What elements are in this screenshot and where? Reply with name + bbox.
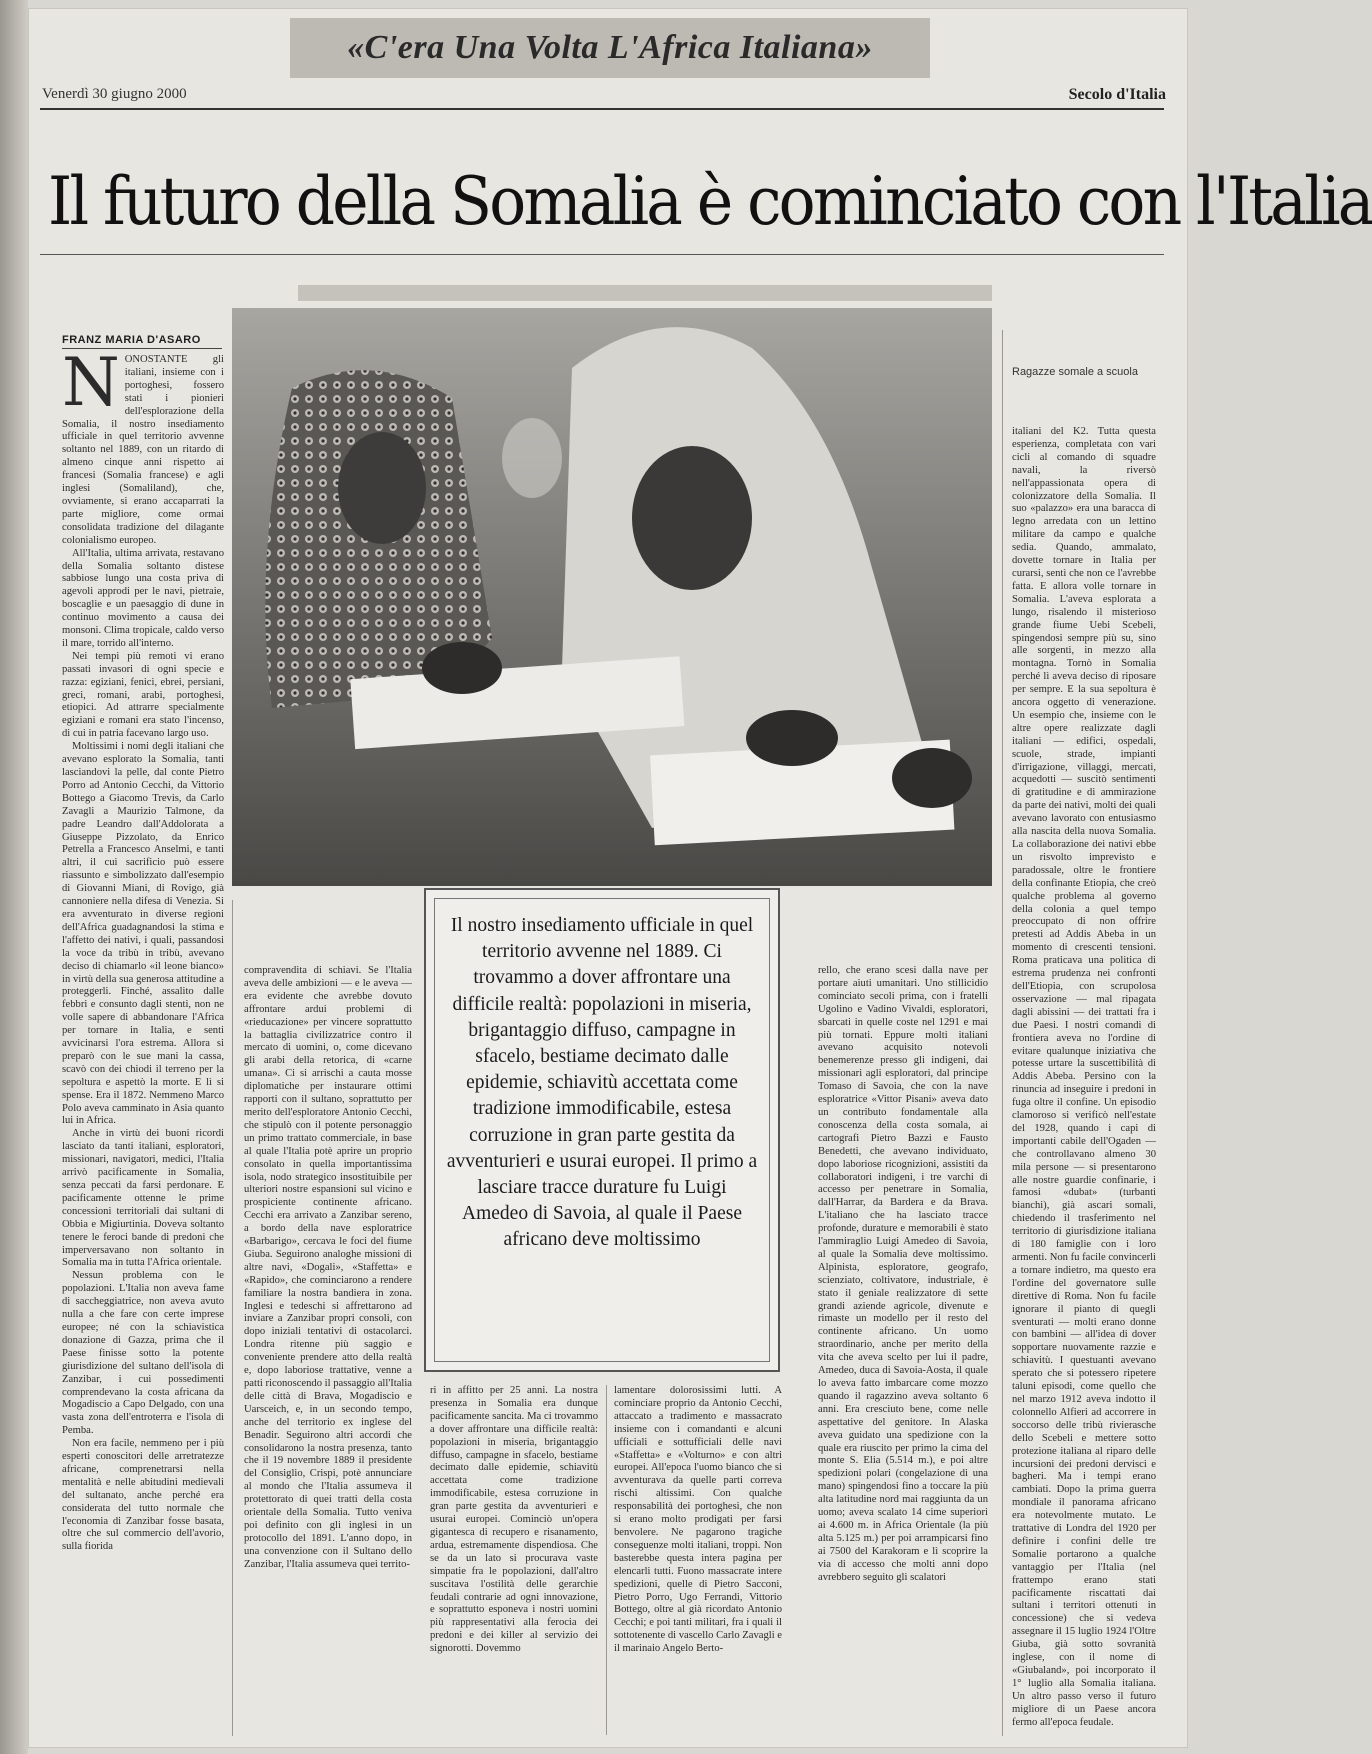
- paragraph: All'Italia, ultima arrivata, restavano della Somalia soltanto distese sabbiose lungo una costa priva di agevoli approdi per le navi, pietraie, boscaglie e un paesaggio di dune in continuo movimento a causa dei monsoni. Clima tropicale, caldo verso il mare, torrido all'interno.: [62, 547, 224, 649]
- photo-top-band: [298, 285, 992, 301]
- drop-cap: N: [62, 344, 120, 421]
- column-rule: [232, 900, 233, 1736]
- article-column-2: [244, 965, 412, 1735]
- paragraph: Nei tempi più remoti vi erano passati invasori di ogni specie e razza: egiziani, fenici, ebrei, persiani, greci, romani, arabi, portoghesi, etiopici. Ad attrarre specialmente egiziani e romani era stato l'incenso, di cui in patria facevano largo uso.: [62, 650, 224, 740]
- photo-somali-girls: [232, 308, 992, 886]
- article-headline: Il futuro della Somalia è cominciato con l'Italia: [48, 163, 1372, 241]
- paragraph: Anche in virtù dei buoni ricordi lasciato da tanti italiani, esploratori, missionari, navigatori, medici, l'Italia arrivò pacificamente in Somalia, senza peccati da farsi perdonare. E pacificamente ottenne le prime concessioni territoriali dai sultani di Obbia e Migiurtinia. Doveva soltanto tenere le feroci bande di predoni che imperversavano non soltanto in Somalia ma in tutta l'Africa orientale.: [62, 1128, 224, 1269]
- column-rule: [1002, 330, 1003, 1736]
- paragraph: Non era facile, nemmeno per i più esperti conoscitori delle arretratezze africane, comprenetrarsi nella mentalità e nelle abitudini medievali del sultanato, anche perché era considerata del tutto normale che l'economia di Zanzibar fosse basata, oltre che sul commercio dell'avorio, sulla fiorida: [62, 1438, 224, 1553]
- article-column-4: [614, 1385, 782, 1735]
- newspaper-name: Secolo d'Italia: [1068, 86, 1166, 103]
- paragraph: Moltissimi i nomi degli italiani che avevano esplorato la Somalia, tanti lasciandovi la pelle, dal conte Pietro Porro ad Antonio Cecchi, da Vittorio Bottego a Giacomo Trevis, da Carlo Zavagli a Maurizio Talmone, da padre Leandro dall'Addolorata a Giuseppe Pizzolato, da Enrico Petrella a Francesco Anselmi, e tanti altri, il cui sacrificio può essere riassunto e simbolizzato dall'esempio di Giovanni Miani, di Rovigo, già cannoniere nella difesa di Venezia. Si era avventurato in diverse regioni dell'Africa guadagnandosi la stima e l'affetto dei nativi, i quali, passandosi la voce da tribù in tribù, avevano deciso di chiamarlo «il leone bianco» in virtù della sua generosa attitudine a proteggerli. Finché, assalito dalle febbri e consunto dagli stenti, non ne volle sapere di abbandonare l'Africa per tornare in Italia, e senti avvicinarsi l'ora estrema. Allora si preparò con le sue mani la cassa, scavò con dei chiodi il terreno per la sepoltura e aspettò la morte. E lì si spense. Era il 1872. Nemmeno Marco Polo aveva camminato in Asia quanto lui in Africa.: [62, 741, 224, 1127]
- paragraph: Nessun problema con le popolazioni. L'Italia non aveva fame di saccheggiatrice, non aveva avuto nulla a che fare con certe imprese europee; né con la schiavistica donazione di Gazza, prima che il Paese finisse sotto la potente giurisdizione del sultano dell'isola di Zanzibar, i cui possedimenti comprendevano la costa africana da Mogadiscio a Capo Delgado, con una vasta zona dell'entroterra e l'isola di Pemba.: [62, 1270, 224, 1437]
- paragraph: compravendita di schiavi. Se l'Italia aveva delle ambizioni — e le aveva — era evidente che avrebbe dovuto affrontare ardui problemi di «rieducazione» per vincere soprattutto la battaglia civilizzatrice contro il mercato di uomini, o, come dicevano gli arabi della retorica, di «carne umana». Ci si arrischi a cauta mosse diplomatiche per instaurare ottimi rapporti con il sultano, soprattutto per merito dell'esploratore Antonio Cecchi, che stipulò con il potente personaggio un primo trattato commerciale, in base al quale l'Italia potè aprire un proprio consolato in quella importantissima isola, nodo strategico insostituibile per ulteriori nostre espansioni sul vicino e prospiciente continente africano. Cecchi era arrivato a Zanzibar sereno, a bordo della nave esploratrice «Barbarigo», cercava le foci del fiume Giuba. Seguirono analoghe missioni di altre navi, «Dogali», «Staffetta» e «Rapido», che cominciarono a rendere familiare la nostra bandiera in zona. Inglesi e tedeschi si affrettarono ad inviare a Zanzibar propri consoli, con dopo iniziali tentativi di ostacolarci. Londra ritenne più saggio e conveniente prendere atto della realtà e, dopo laboriose trattative, venne a patti riconoscendo il passaggio all'Italia delle città di Brava, Mogadiscio e Uarsceich, e, in un secondo tempo, anche del territorio ex inglese del Benadir. Seguirono altri accordi che consolidarono la nostra presenza, tanto che il 19 novembre 1889 il presidente del Consiglio, Crispi, potè annunciare al mondo che l'Italia assumeva il protettorato di quei tratti della costa orientale della Somalia. Tutto veniva poi definito con gli inglesi in un protocollo del 1891. L'anno dopo, in una convenzione con il Sultano dello Zanzibar, l'Italia assumeva quei territo-: [244, 965, 412, 1570]
- issue-date: Venerdì 30 giugno 2000: [42, 86, 187, 102]
- paragraph: lamentare dolorosissimi lutti. A cominciare proprio da Antonio Cecchi, attaccato a tradimento e massacrato insieme con i comandanti e alcuni ufficiali e sottufficiali delle navi «Staffetta» e «Volturno» e con altri europei. All'epoca l'uomo bianco che si avventurava da quelle parti correva rischi altissimi. Con qualche responsabilità dei portoghesi, che non si erano molto prodigati per farsi benvolere. Ne pagarono tragiche conseguenze molti italiani, troppi. Non basterebbe questa intera pagina per elencarli tutti. Fuono massacrate intere spedizioni, quelle di Pietro Sacconi, Pietro Porro, Ugo Ferrandi, Vittorio Bottego, oltre al già ricordato Antonio Cecchi; e poi tanti militari, fra i quali il sottotenente di vascello Carlo Zavagli e il marinaio Angelo Berto-: [614, 1385, 782, 1655]
- photo-caption: Ragazze somale a scuola: [1012, 366, 1138, 378]
- section-banner: «C'era Una Volta L'Africa Italiana»: [290, 18, 930, 78]
- page-fold-shadow: [0, 0, 28, 1754]
- paragraph: ri in affitto per 25 anni. La nostra presenza in Somalia era dunque pacificamente sancita. Ma ci trovammo a dover affrontare una difficile realtà: popolazioni in miseria, brigantaggio diffuso, campagne in sfacelo, bestiame decimato dalle epidemie, schiavitù accettata come tradizione immodificabile, estesa corruzione in gran parte gestita da avventurieri e usurai europei. Cominciò un'opera gigantesca di recupero e risanamento, ardua, estremamente dispendiosa. Che se da un lato si procurava vaste simpatie fra le popolazioni, dall'altro suscitava l'ostilità delle gerarchie feudali contrarie ad ogni innovazione, e soprattutto esponeva i nostri uomini più rappresentativi alla ferocia dei predoni e dei killer al servizio dei signorotti. Dovemmo: [430, 1385, 598, 1655]
- article-column-6: [1012, 426, 1156, 1736]
- pull-quote: [424, 888, 780, 1372]
- paragraph: rello, che erano scesi dalla nave per portare aiuti umanitari. Uno stillicidio cominciato secoli prima, con i fratelli Ugolino e Vadino Vivaldi, esploratori, sbarcati in quelle coste nel 1291 e mai più tornati. Eppure molti italiani avevano acquisito notevoli benemerenze presso gli indigeni, dai missionari agli esploratori, dal principe Tomaso di Savoia, che con la nave esploratrice «Vittor Pisani» aveva dato un contributo fondamentale alla conoscenza della costa somala, ai cartografi Pietro Bazzi e Fausto Benedetti, che avevano individuato, dopo laboriose ricognizioni, assistiti da collaboratori indigeni, i tre varchi di accesso per penetrare in Somalia, dall'Harrar, da Bardera e da Brava. L'italiano che ha lasciato tracce profonde, durature e memorabili è stato l'ammiraglio Luigi Amedeo di Savoia, al quale la Somalia deve moltissimo. Alpinista, esploratore, geografo, scienziato, coltivatore, industriale, è stato il geniale realizzatore di sette grandi aziende agricole, divenute e rimaste un modello per il resto del continente africano. Un uomo straordinario, anche per merito della vita che aveva scelto per lui il padre, Amedeo, duca di Savoia-Aosta, il quale lo aveva fatto imbarcare come mozzo quando il ragazzino aveva soltanto 6 anni. Era cresciuto bene, come nelle aspettative del genitore. In Alaska aveva guidato una spedizione con la quale era riuscito per primo la cima del monte S. Elia (5.514 m.), e poi altre spedizioni polari (congelazione di una mano) spingendosi fino a toccare la più alta latitudine nord mai raggiunta da un uomo; aveva scalato 14 cime superiori ai 4.600 m. in Africa Orientale (la più alta 5.125 m.) per poi arrampicarsi fino ai 7500 del Karakoram e lì scoprire la via di accesso che molti anni dopo avrebbero seguito gli scalatori: [818, 965, 988, 1583]
- pull-quote-text: Il nostro insediamento ufficiale in quel territorio avvenne nel 1889. Ci trovammo a dover affrontare una difficile realtà: popolazioni in miseria, brigantaggio diffuso, campagne in sfacelo, bestiame decimato dalle epidemie, schiavitù accettata come tradizione immodificabile, estesa corruzione in gran parte gestita da avventurieri e usurai europei. Il primo a lasciare tracce durature fu Luigi Amedeo di Savoia, al quale il Paese africano deve moltissimo: [434, 898, 770, 1362]
- article-column-3: [430, 1385, 598, 1735]
- article-column-5: [818, 965, 988, 1735]
- paragraph: italiani del K2. Tutta questa esperienza, completata con vari cicli al comando di squadre navali, la riversò nell'appassionata opera di colonizzatore della Somalia. Il suo «palazzo» era una baracca di legno arredata con un lettino militare da campo e qualche sedia. Quando, ammalato, dovette tornare in Italia per curarsi, sentì che non ce l'avrebbe fatta. E allora volle tornare in Somalia. L'aveva esplorata a lungo, risalendo il misterioso grande fiume Uebi Scebeli, spingendosi sempre più su, sino alle sorgenti, in mezzo alla montagna. Tornò in Somalia perché lì aveva deciso di riposare per sempre. E la sua sepoltura è ancora oggetto di venerazione. Un esempio che, insieme con le altre opere realizzate dagli italiani — edifici, ospedali, scuole, strade, impianti d'irrigazione, villaggi, mercati, acquedotti — suscitò sentimenti di gratitudine e di ammirazione da parte dei nativi, molti dei quali avevano lavorato con entusiasmo alla nascita della nuova Somalia. La collaborazione dei nativi ebbe un risvolto imprevisto e paradossale, oltre le frontiere della confinante Etiopia, che creò qualche problema al governo della colonia a quel tempo preoccupato di non offrire pretesti ad Addis Abeba in un momento di crescenti tensioni. Roma praticava una politica di estrema prudenza nei confronti dell'Etiopia, con scrupolosa osservazione — mal ripagata dagli abissini — dei trattati fra i due Paesi. I nostri comandi di frontiera aveva no l'ordine di evitare qualunque iniziativa che potesse urtare la suscettibilità di Addis Abeba. Persino con la rinuncia ad inseguire i predoni in fuga oltre il confine. Un episodio clamoroso si verificò nell'estate del 1928, quando i capi di importanti cabile dell'Ogaden — che controllavano almeno 30 mila persone — si presentarono alle nostre guardie confinarie, i famosi «dubat» (turbanti bianchi), già ascari somali, chiedendo il trasferimento nel territorio di giurisdizione italiana di 180 famiglie con i loro armenti. Non fu facile convincerli a tornare indietro, ma questo era l'ordine del governatore sulle direttive di Roma. Non fu facile ignorare il pianto di quegli sventurati — molti erano donne con bambini — all'idea di dover sopportare nuovamente razzie e schiavitù. I questuanti avevano sperato che si potessero ripetere taluni episodi, come quello che nel marzo 1912 aveva indotto il colonnello Alfieri ad accorrere in soccorso delle tribù rivierasche dello Scebeli e mettere sotto protezione italiana al riparo delle incursioni dei predoni dervisci e bagheri. Ma i tempi erano cambiati. Dopo la prima guerra mondiale il panorama africano era notevolmente mutato. Le trattative di Londra del 1920 per definire i confini delle tre Somalie portarono a qualche vantaggio per l'Italia (nel frattempo erano stati pacificamente riscattati dai sultani i territori ottenuti in concessione) che si vedeva assegnare il 15 luglio 1924 l'Oltre Giuba, già sotto sovranità inglese, con il nome di «Giubaland», poi incorporato il 1° luglio alla Somalia italiana. Un altro passo verso il futuro migliore di un Paese ancora fermo all'epoca feudale.: [1012, 426, 1156, 1728]
- top-rule: [40, 108, 1164, 110]
- headline-rule: [40, 254, 1164, 255]
- article-column-1: [62, 344, 224, 1736]
- article-byline: FRANZ MARIA D'ASARO: [62, 334, 222, 349]
- lead-paragraph: ONOSTANTE gli italiani, insieme con i portoghesi, fossero stati i pionieri dell'esplorazione della Somalia, il nostro insediamento ufficiale in quel territorio avvenne soltanto nel 1889, con un ritardo di almeno cinque anni rispetto ai francesi (Somalia francese) e agli inglesi (Somaliland), che, ovviamente, si erano accaparrati la parte migliore, come ormai consolidata tradizione del dilagante colonialismo europeo.: [62, 354, 224, 546]
- photo-illustration: [232, 308, 992, 886]
- column-rule: [606, 1385, 607, 1735]
